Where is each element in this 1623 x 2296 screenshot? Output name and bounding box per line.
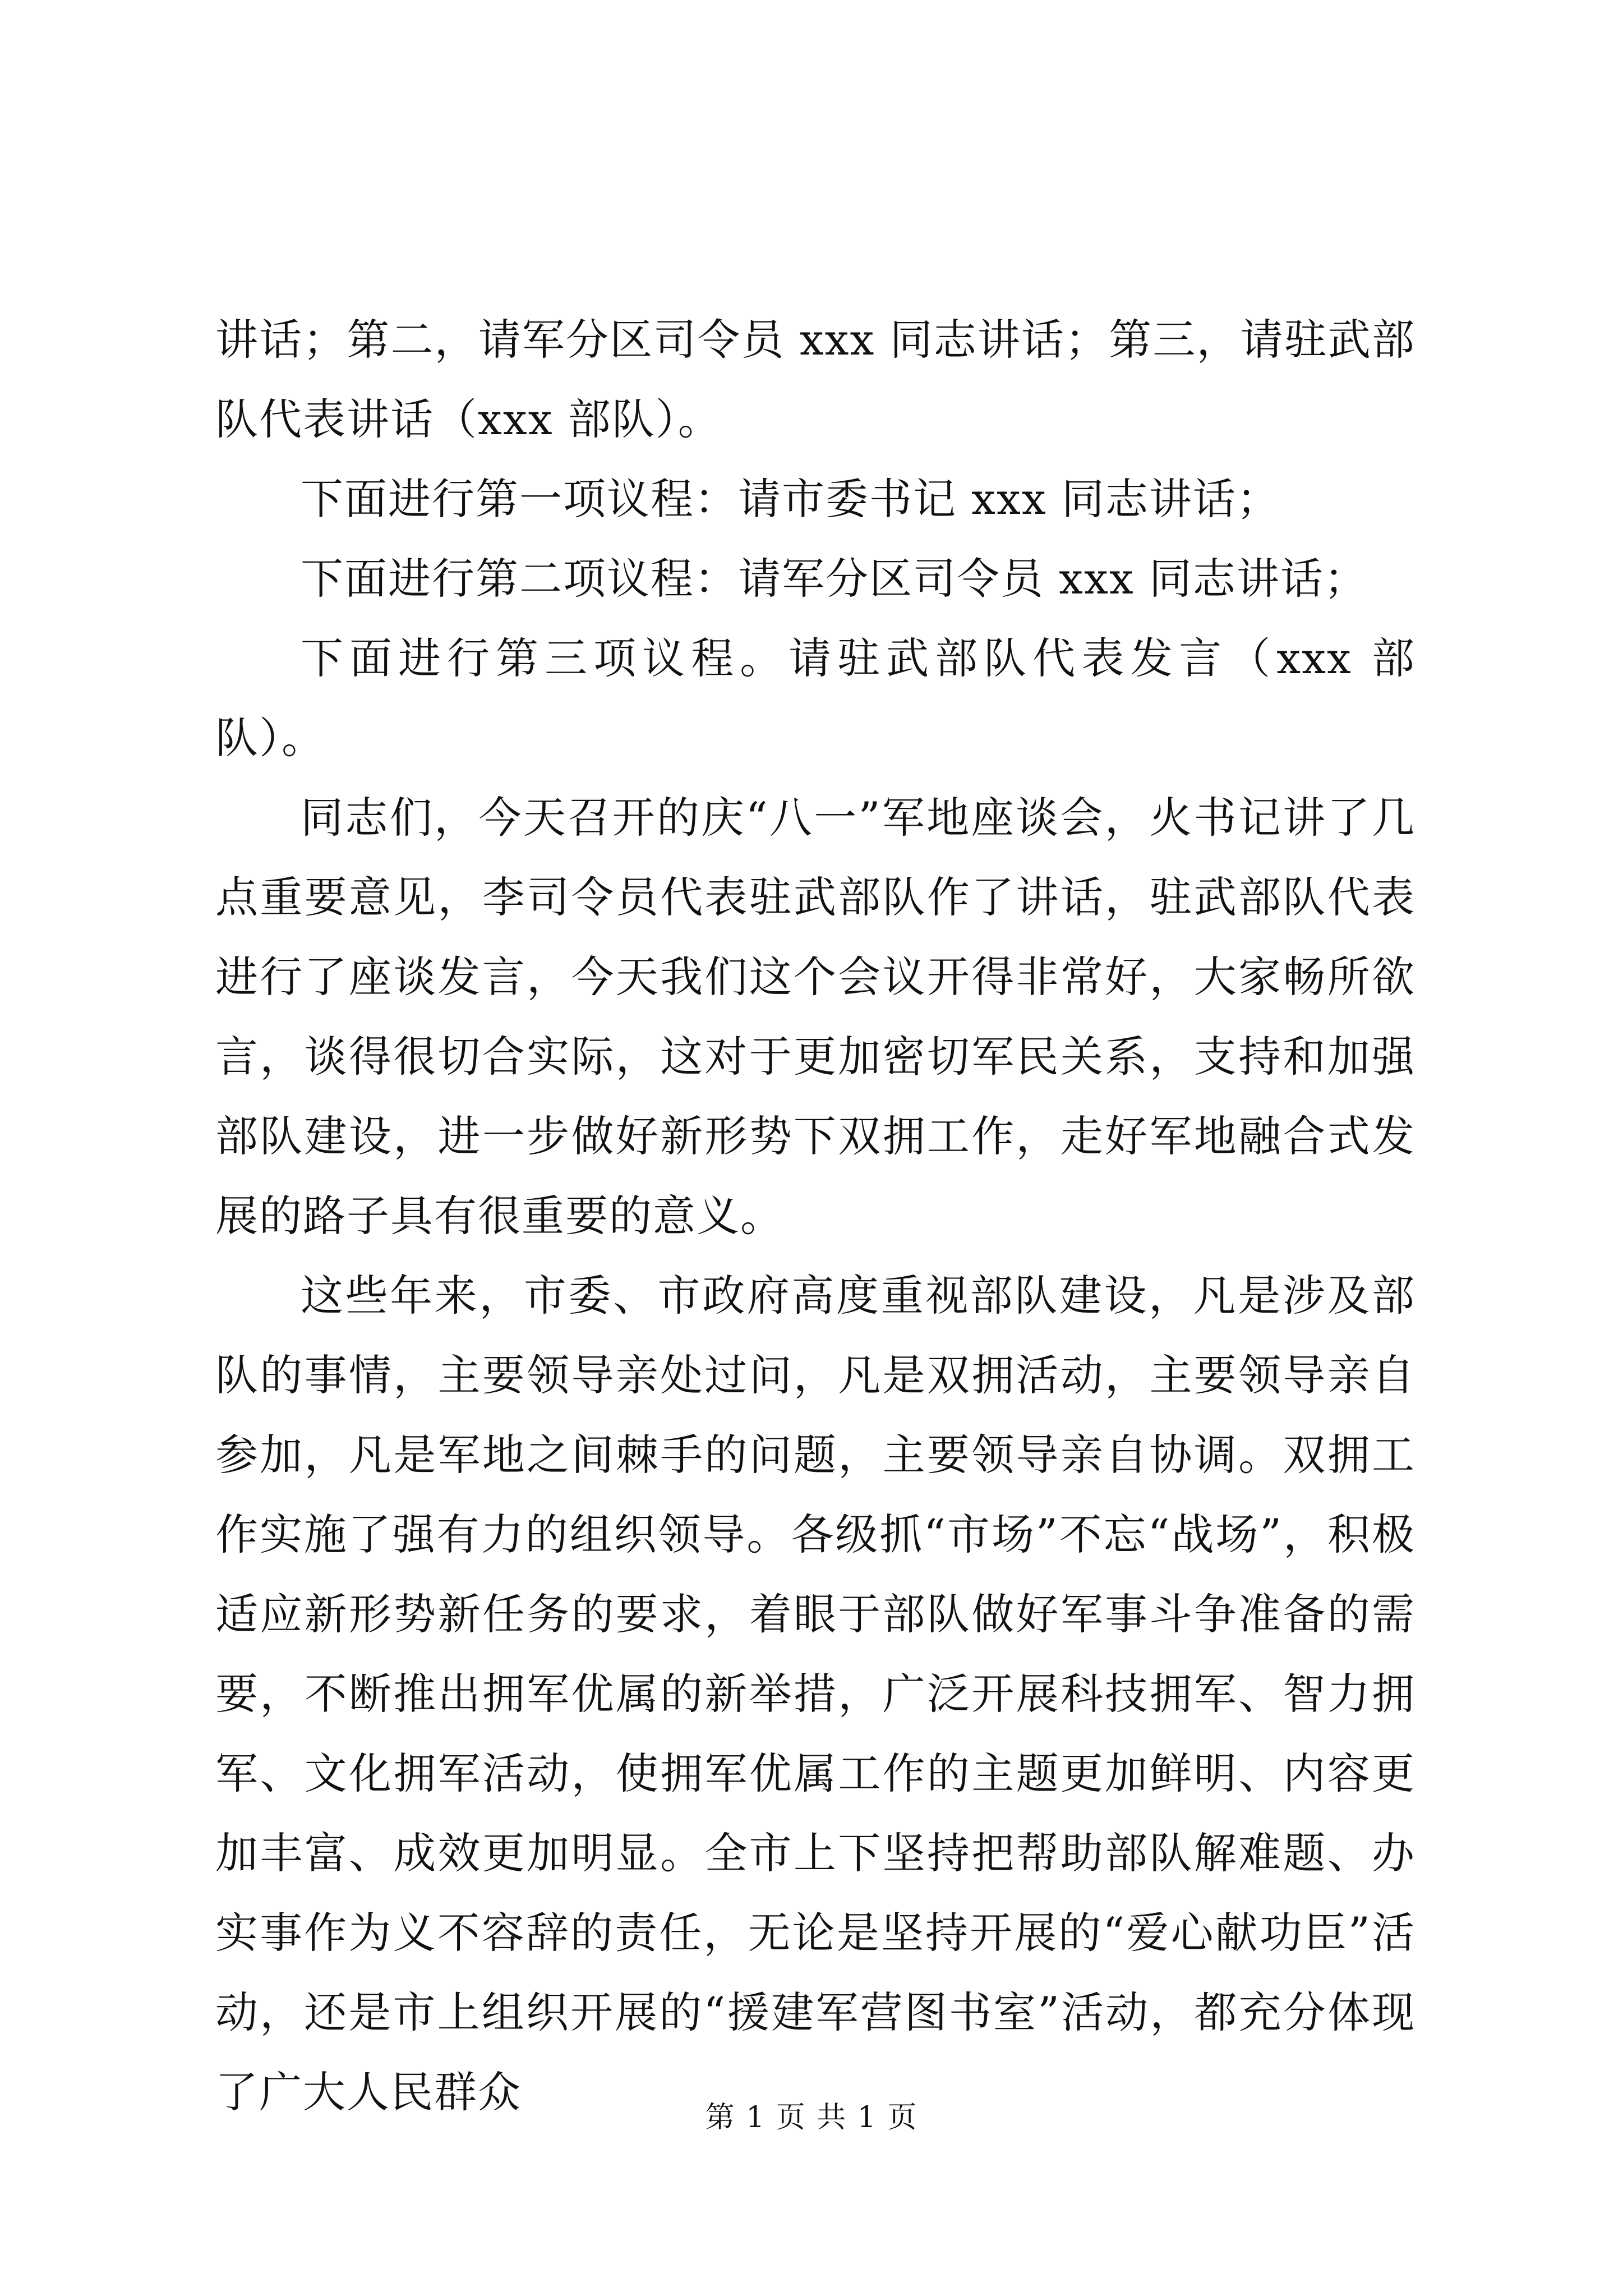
paragraph-agenda-item-1: 下面进行第一项议程：请市委书记 xxx 同志讲话； [301, 474, 1280, 524]
document-body [215, 300, 1415, 2132]
paragraph-agenda-item-2: 下面进行第二项议程：请军分区司令员 xxx 同志讲话； [301, 554, 1368, 604]
paragraph-continuation: 讲话；第二，请军分区司令员 xxx 同志讲话；第三，请驻武部队代表讲话（xxx 部队）。 [215, 315, 1415, 444]
paragraph-summary: 同志们，今天召开的庆“八一”军地座谈会，火书记讲了几点重要意见，李司令员代表驻武部队作了讲话，驻武部队代表进行了座谈发言，今天我们这个会议开得非常好，大家畅所欲言，谈得很切合实际，这对于更加密切军民关系，支持和加强部队建设，进一步做好新形势下双拥工作，走好军地融合式发展的路子具有很重要的意义。 [215, 793, 1415, 1241]
paragraph-work-review: 这些年来，市委、市政府高度重视部队建设，凡是涉及部队的事情，主要领导亲处过问，凡是双拥活动，主要领导亲自参加，凡是军地之间棘手的问题，主要领导亲自协调。双拥工作实施了强有力的组织领导。各级抓“市场”不忘“战场”，积极适应新形势新任务的要求，着眼于部队做好军事斗争准备的需要，不断推出拥军优属的新举措，广泛开展科技拥军、智力拥军、文化拥军活动，使拥军优属工作的主题更加鲜明、内容更加丰富、成效更加明显。全市上下坚持把帮助部队解难题、办实事作为义不容辞的责任，无论是坚持开展的“爱心献功臣”活动，还是市上组织开展的“援建军营图书室”活动，都充分体现了广大人民群众 [215, 1271, 1415, 2117]
page-footer [0, 2101, 1623, 2134]
page-number-label: 第 1 页 共 1 页 [705, 2101, 918, 2134]
paragraph-agenda-item-3: 下面进行第三项议程。请驻武部队代表发言（xxx 部队）。 [215, 633, 1415, 763]
